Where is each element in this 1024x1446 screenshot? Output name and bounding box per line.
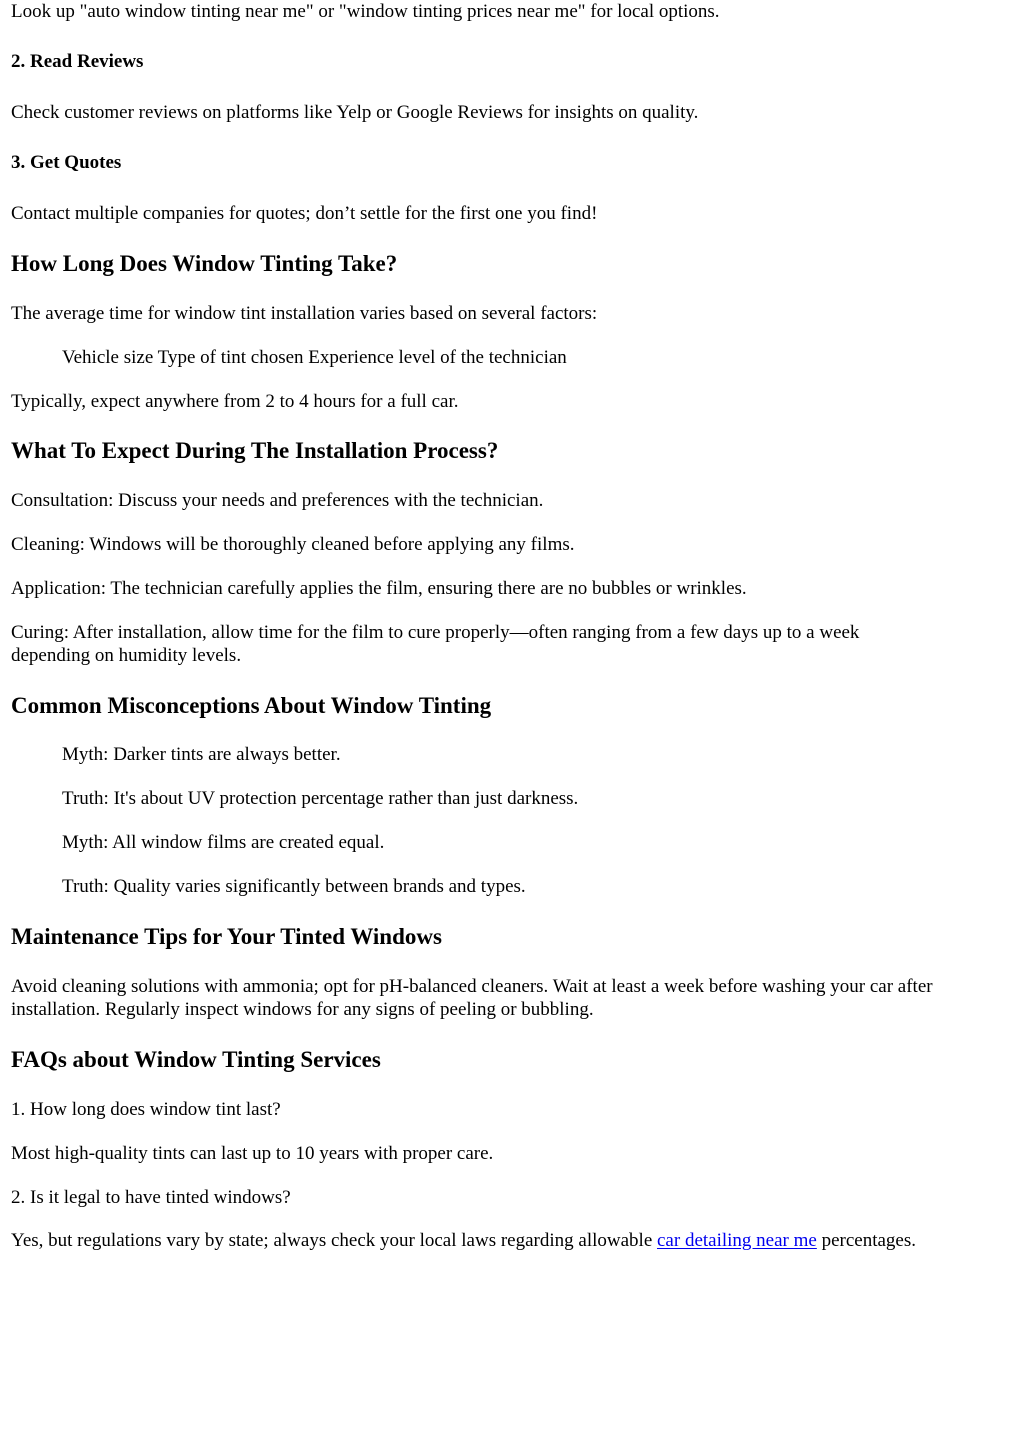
paragraph-maintenance xyxy=(11,975,1016,1021)
paragraph-curing-line-2: depending on humidity levels. xyxy=(11,645,242,666)
paragraph-cleaning: Cleaning: Windows will be thoroughly cleaned before applying any films. xyxy=(11,534,575,555)
paragraph-lookup: Look up "auto window tinting near me" or "window tinting prices near me" for local options. xyxy=(11,1,720,22)
paragraph-quotes: Contact multiple companies for quotes; don’t settle for the first one you find! xyxy=(11,203,598,224)
heading-what-to-expect: What To Expect During The Installation Process? xyxy=(11,438,499,463)
heading-misconceptions: Common Misconceptions About Window Tinting xyxy=(11,693,492,718)
faq-question-1: 1. How long does window tint last? xyxy=(11,1099,281,1120)
heading-faqs: FAQs about Window Tinting Services xyxy=(11,1047,381,1072)
heading-get-quotes: 3. Get Quotes xyxy=(11,152,122,173)
paragraph-maintenance-line-1: Avoid cleaning solutions with ammonia; opt for pH-balanced cleaners. Wait at least a week before washing your car after xyxy=(11,976,933,997)
list-item-truth-2: Truth: Quality varies significantly between brands and types. xyxy=(62,876,526,897)
list-factors: Vehicle size Type of tint chosen Experience level of the technician xyxy=(62,347,567,368)
paragraph-application: Application: The technician carefully applies the film, ensuring there are no bubbles or wrinkles. xyxy=(11,578,747,599)
paragraph-reviews: Check customer reviews on platforms like Yelp or Google Reviews for insights on quality. xyxy=(11,102,699,123)
paragraph-curing-line-1: Curing: After installation, allow time for the film to cure properly—often ranging from a few days up to a week xyxy=(11,622,860,643)
heading-maintenance: Maintenance Tips for Your Tinted Windows xyxy=(11,924,442,949)
heading-how-long: How Long Does Window Tinting Take? xyxy=(11,251,398,276)
list-item-myth-1: Myth: Darker tints are always better. xyxy=(62,744,341,765)
paragraph-maintenance-line-2: installation. Regularly inspect windows for any signs of peeling or bubbling. xyxy=(11,999,594,1020)
faq-answer-1: Most high-quality tints can last up to 10 years with proper care. xyxy=(11,1143,494,1164)
heading-read-reviews: 2. Read Reviews xyxy=(11,51,144,72)
paragraph-typically: Typically, expect anywhere from 2 to 4 hours for a full car. xyxy=(11,391,459,412)
faq-answer-2-text-before: Yes, but regulations vary by state; always check your local laws regarding allowable xyxy=(11,1230,657,1251)
faq-answer-2-text-after: percentages. xyxy=(816,1230,917,1251)
list-item-myth-2: Myth: All window films are created equal. xyxy=(62,832,385,853)
paragraph-curing xyxy=(11,621,1016,667)
paragraph-consultation: Consultation: Discuss your needs and preferences with the technician. xyxy=(11,490,544,511)
list-item-truth-1: Truth: It's about UV protection percentage rather than just darkness. xyxy=(62,788,579,809)
faq-question-2: 2. Is it legal to have tinted windows? xyxy=(11,1187,291,1208)
faq-answer-2 xyxy=(11,1229,1016,1252)
paragraph-average-time: The average time for window tint installation varies based on several factors: xyxy=(11,303,598,324)
car-detailing-link[interactable]: car detailing near me xyxy=(657,1230,817,1251)
